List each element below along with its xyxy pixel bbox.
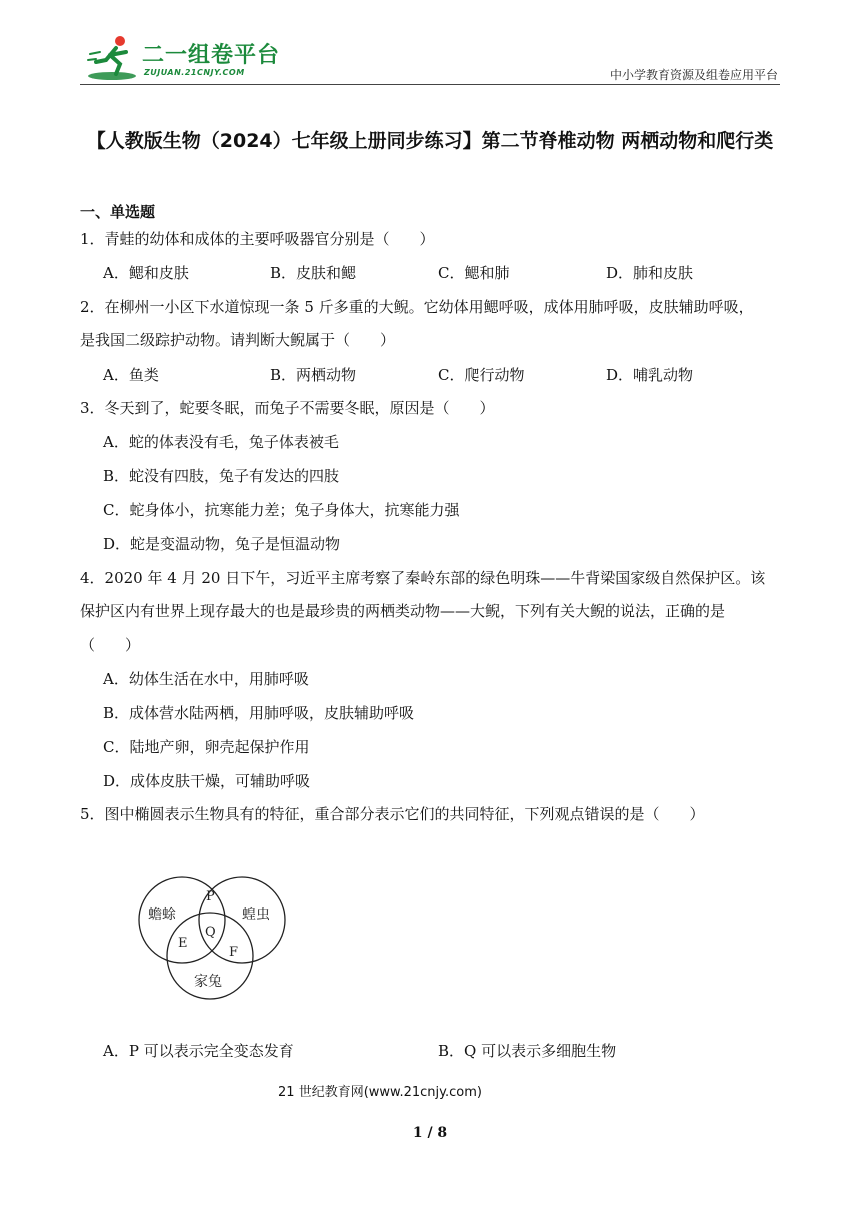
question-4-option-b: B．成体营水陆两栖，用肺呼吸，皮肤辅助呼吸 <box>103 704 415 722</box>
question-3-option-d: D．蛇是变温动物，兔子是恒温动物 <box>103 535 341 553</box>
logo <box>86 32 286 84</box>
venn-region-p: P <box>206 889 215 904</box>
question-2-option-c: C．爬行动物 <box>438 366 525 384</box>
question-1-option-c: C．鳃和肺 <box>438 264 510 282</box>
question-1-stem: 1．青蛙的幼体和成体的主要呼吸器官分别是（ ） <box>80 230 435 248</box>
runner-logo-icon <box>86 32 142 84</box>
venn-label-right: 蝗虫 <box>242 907 270 923</box>
venn-region-f: F <box>229 945 239 960</box>
venn-region-e: E <box>178 936 188 951</box>
question-1-option-d: D．肺和皮肤 <box>606 264 694 282</box>
question-4-stem-line-3: （ ） <box>80 636 141 654</box>
question-1-option-a: A．鳃和皮肤 <box>103 264 189 282</box>
question-3-option-a: A．蛇的体表没有毛，兔子体表被毛 <box>103 433 339 451</box>
page-title: 【人教版生物（2024）七年级上册同步练习】第二节脊椎动物 两栖动物和爬行类 <box>86 130 774 152</box>
question-3-option-b: B．蛇没有四肢，兔子有发达的四肢 <box>103 467 340 485</box>
question-1-option-b: B．皮肤和鳃 <box>270 264 357 282</box>
question-2-option-b: B．两栖动物 <box>270 366 357 384</box>
section-heading: 一、单选题 <box>80 203 156 221</box>
footer-site: 21 世纪教育网(www.21cnjy.com) <box>278 1085 482 1100</box>
question-4-stem-line-1: 4．2020 年 4 月 20 日下午，习近平主席考察了秦岭东部的绿色明珠——牛背梁国家级自然保护区。该 <box>80 569 766 587</box>
question-5-option-b: B．Q 可以表示多细胞生物 <box>438 1042 617 1060</box>
venn-region-q: Q <box>205 925 216 940</box>
question-4-option-d: D．成体皮肤干燥，可辅助呼吸 <box>103 772 311 790</box>
question-2-stem-line-1: 2．在柳州一小区下水道惊现一条 5 斤多重的大鲵。它幼体用鳃呼吸，成体用肺呼吸，皮肤辅助呼吸， <box>80 298 754 316</box>
question-4-stem-line-2: 保护区内有世界上现存最大的也是最珍贵的两栖类动物——大鲵，下列有关大鲵的说法，正确的是 <box>80 602 726 620</box>
venn-label-bottom: 家兔 <box>194 974 222 990</box>
page-number: 1 / 8 <box>412 1125 448 1141</box>
question-2-stem-line-2: 是我国二级踪护动物。请判断大鲵属于（ ） <box>80 331 396 349</box>
question-4-option-a: A．幼体生活在水中，用肺呼吸 <box>103 670 309 688</box>
question-5-option-a: A．P 可以表示完全变态发育 <box>103 1042 294 1060</box>
header-divider <box>80 84 780 85</box>
venn-diagram <box>138 874 286 1000</box>
logo-subtext: ZUJUAN.21CNJY.COM <box>144 68 245 77</box>
header-platform-name: 中小学教育资源及组卷应用平台 <box>609 68 778 82</box>
question-2-option-a: A．鱼类 <box>103 366 159 384</box>
question-3-stem: 3．冬天到了，蛇要冬眠，而兔子不需要冬眠，原因是（ ） <box>80 399 495 417</box>
question-5-stem: 5．图中椭圆表示生物具有的特征，重合部分表示它们的共同特征，下列观点错误的是（ ） <box>80 805 705 823</box>
venn-label-left: 蟾蜍 <box>148 907 176 923</box>
question-2-option-d: D．哺乳动物 <box>606 366 694 384</box>
logo-text: 二一组卷平台 <box>142 43 281 68</box>
question-3-option-c: C．蛇身体小，抗寒能力差；兔子身体大，抗寒能力强 <box>103 501 460 519</box>
question-4-option-c: C．陆地产卵，卵壳起保护作用 <box>103 738 310 756</box>
